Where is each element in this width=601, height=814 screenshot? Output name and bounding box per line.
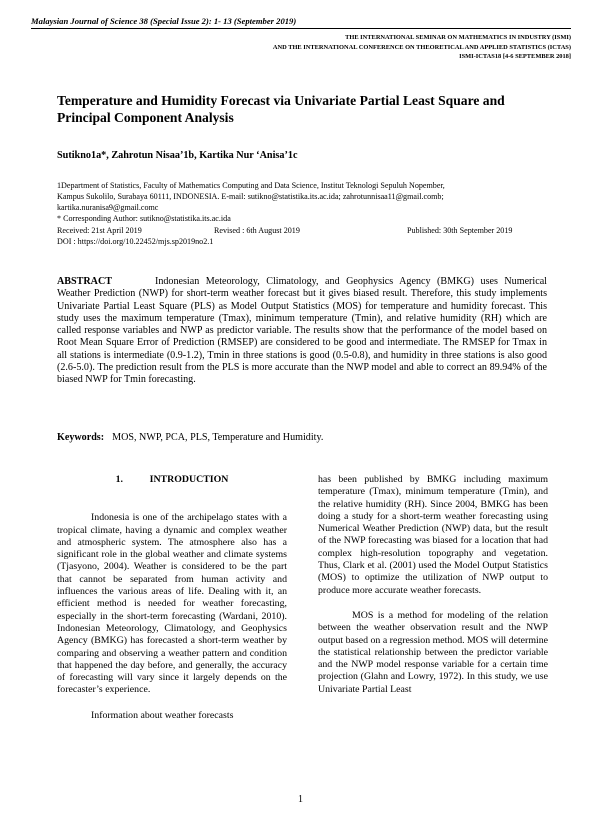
body-paragraph: has been published by BMKG including maximum temperature (Tmax), minimum temperature (Tmin), and the relative humidity (RH). Since 2004, BMKG has been doing a study for a short-term weather forecasting using Numerical Weather Prediction (NWP) data, but the result of the NWP forecasting was biased for a location that had complex high-resolution topography and vegetation. Thus, Clark et al. (2001) used the Model Output Statistics (MOS) to optimize the utilization of NWP output to produce more accurate weather forecasts. (318, 474, 548, 596)
affiliation-line-2: Kampus Sukolilo, Surabaya 60111, INDONESIA. E-mail: sutikno@statistika.its.ac.ida; zahrotunnisaa11@gmail.comb; (57, 192, 444, 201)
conference-line-1: THE INTERNATIONAL SEMINAR ON MATHEMATICS IN INDUSTRY (ISMI) (345, 34, 571, 41)
paper-title: Temperature and Humidity Forecast via Univariate Partial Least Square and Principal Component Analysis (57, 93, 505, 125)
keywords (57, 432, 323, 443)
affiliation-line-3: kartika.nuranisa9@gmail.comc (57, 203, 159, 212)
body-paragraph: Indonesia is one of the archipelago states with a tropical climate, having a dynamic and complex weather and atmospheric system. The atmosphere also has a significant role in the global weather and climate systems (Tjasyono, 2004). Weather is considered to be the part that cannot be separated from human activity and influences the various areas of life. Dealing with it, an efficient method is needed for weather forecasting, especially in the short-term forecasting (Wardani, 2010). Indonesian Meteorology, Climatology, and Geophysics Agency (BMKG) has forecasted a short-term weather by comparing and observing a weather pattern and condition that happened the day before, and generally, the accuracy of forecasting will vary since it largely depends on the forecaster’s experience. (57, 512, 287, 696)
keywords-heading: Keywords: (57, 432, 105, 443)
published-date: Published: 30th September 2019 (407, 226, 513, 235)
conference-line-3: ISMI-ICTAS18 [4-6 SEPTEMBER 2018] (459, 53, 571, 60)
revised-date: Revised : 6th August 2019 (214, 226, 300, 235)
section-heading-introduction (57, 474, 287, 486)
header-rule (31, 28, 571, 29)
section-number: 1. (115, 474, 123, 485)
abstract (57, 276, 547, 387)
left-column (57, 474, 287, 722)
author-list: Sutikno1a*, Zahrotun Nisaa’1b, Kartika Nur ‘Anisa’1c (57, 150, 298, 161)
affiliation-block (57, 180, 552, 224)
page-number: 1 (298, 794, 303, 805)
conference-line-2: AND THE INTERNATIONAL CONFERENCE ON THEORETICAL AND APPLIED STATISTICS (ICTAS) (272, 43, 571, 51)
abstract-text: Indonesian Meteorology, Climatology, and Geophysics Agency (BMKG) uses Numerical Weather Prediction (NWP) for short-term weather forecast but it gives biased result. Therefore, this study implements Univariate Partial Least Square (PLS) as Model Output Statistics (MOS) for temperature and humidity forecast. This study uses the maximum temperature (Tmax), minimum temperature (Tmin), and relative humidity (RH) which are called response variables and NWP as predictor variable. The results show that the performance of the model based on Root Mean Square Error of Prediction (RMSEP) are considered to be good and intermediate. The RMSEP for Tmax in all stations is intermediate (0.9-1.2), Tmin in three stations is good (0.5-0.8), and humidity in three stations is also good (2.6-5.0). The prediction result from the PLS is more accurate than the NWP model and able to correct an 89.94% of the biased NWP for Tmin forecasting. (57, 276, 547, 386)
conference-header (273, 33, 571, 62)
right-column (318, 474, 548, 696)
journal-citation: Malaysian Journal of Science 38 (Special Issue 2): 1- 13 (September 2019) (31, 16, 297, 26)
body-paragraph: Information about weather forecasts (91, 709, 234, 721)
abstract-heading: ABSTRACT (57, 276, 112, 287)
section-title: INTRODUCTION (149, 474, 229, 485)
corresponding-author: * Corresponding Author: sutikno@statistika.its.ac.ida (57, 214, 231, 223)
body-paragraph: MOS is a method for modeling of the relation between the weather observation result and the NWP output based on a regression method. MOS will determine the statistical relationship between the predictor variable and the NWP model response variable for a certain time projection (Glahn and Lowry, 1972). In this study, we use Univariate Partial Least (318, 609, 548, 695)
keywords-text: MOS, NWP, PCA, PLS, Temperature and Humidity. (112, 432, 324, 443)
doi-link[interactable]: DOI : https://doi.org/10.22452/mjs.sp2019no2.1 (57, 237, 214, 246)
affiliation-line-1: 1Department of Statistics, Faculty of Mathematics Computing and Data Science, Institut Teknologi Sepuluh Nopember, (57, 181, 445, 190)
received-date: Received: 21st April 2019 (57, 226, 142, 235)
